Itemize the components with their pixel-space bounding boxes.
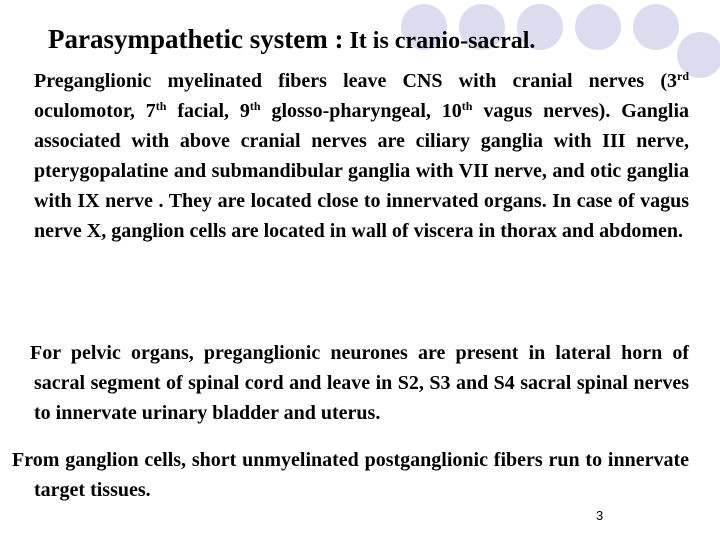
- decor-circle-4: [575, 4, 621, 50]
- superscript-rd: rd: [677, 69, 689, 83]
- title-subtitle: It is cranio-sacral.: [343, 28, 536, 54]
- decor-circle-5: [633, 4, 679, 50]
- superscript-th-2: th: [249, 99, 261, 113]
- slide-title: [48, 24, 535, 55]
- paragraph1-text-5: vagus nerves). Ganglia associated with above cranial nerves are ciliary ganglia with III nerve, pterygopalatine and submandibular ganglia with VII nerve, and otic ganglia with IX nerve . They are located close to innervated organs. In case of vagus nerve X, ganglion cells are located in wall of viscera in thorax and abdomen.: [34, 100, 690, 242]
- paragraph1-text-1: Preganglionic myelinated fibers leave CNS with cranial nerves (3: [34, 70, 677, 92]
- page-number: 3: [596, 508, 604, 523]
- paragraph1-text-3: facial, 9: [166, 100, 250, 122]
- paragraph1-text-2: oculomotor, 7: [34, 100, 156, 122]
- paragraph-postganglionic: From ganglion cells, short unmyelinated postganglionic fibers run to innervate target tissues.: [12, 449, 689, 501]
- paragraph1-text-4: glosso-pharyngeal, 10: [260, 100, 462, 122]
- superscript-th-3: th: [461, 99, 473, 113]
- paragraph-cranial-nerves: [34, 66, 689, 246]
- superscript-th-1: th: [155, 99, 167, 113]
- paragraph-pelvic-organs: For pelvic organs, preganglionic neurones are present in lateral horn of sacral segment of spinal cord and leave in S2, S3 and S4 sacral spinal nerves to innervate urinary bladder and uterus.: [30, 342, 689, 424]
- title-main: Parasympathetic system :: [48, 24, 344, 54]
